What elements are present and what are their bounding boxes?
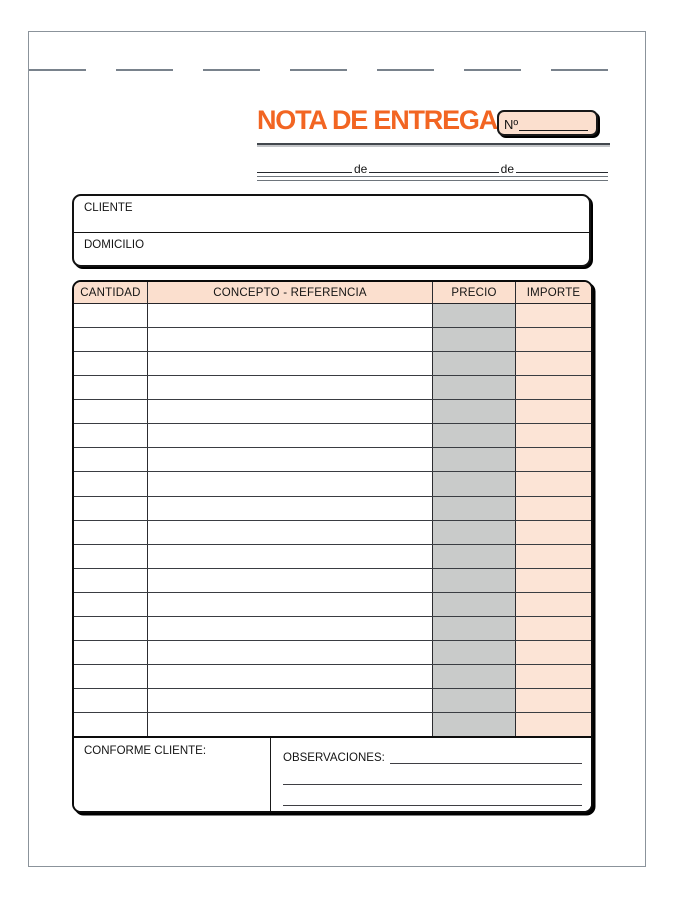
- observaciones-line-1[interactable]: [390, 753, 582, 764]
- table-row: [74, 665, 591, 689]
- cell-cantidad[interactable]: [74, 376, 148, 399]
- table-row: [74, 400, 591, 424]
- table-row: [74, 641, 591, 665]
- cell-precio[interactable]: [433, 497, 516, 520]
- observaciones-label: OBSERVACIONES:: [283, 751, 385, 764]
- table-row: [74, 617, 591, 641]
- cell-importe[interactable]: [516, 665, 591, 688]
- cell-concepto-referencia[interactable]: [148, 521, 433, 544]
- cell-importe[interactable]: [516, 617, 591, 640]
- cell-importe[interactable]: [516, 569, 591, 592]
- column-header-importe: IMPORTE: [526, 286, 581, 299]
- date-preposition-2: de: [500, 162, 514, 176]
- cell-precio[interactable]: [433, 617, 516, 640]
- observaciones-line-3[interactable]: [283, 803, 582, 806]
- cell-cantidad[interactable]: [74, 545, 148, 568]
- cell-importe[interactable]: [516, 400, 591, 423]
- table-row: [74, 352, 591, 376]
- table-row: [74, 713, 591, 736]
- cell-concepto-referencia[interactable]: [148, 448, 433, 471]
- cell-concepto-referencia[interactable]: [148, 617, 433, 640]
- table-row: [74, 593, 591, 617]
- date-month-blank[interactable]: [369, 162, 498, 173]
- cell-precio[interactable]: [433, 448, 516, 471]
- table-row: [74, 376, 591, 400]
- cell-precio[interactable]: [433, 376, 516, 399]
- cell-cantidad[interactable]: [74, 400, 148, 423]
- cell-cantidad[interactable]: [74, 713, 148, 736]
- cell-importe[interactable]: [516, 689, 591, 712]
- domicilio-label: DOMICILIO: [84, 239, 145, 251]
- cell-cantidad[interactable]: [74, 472, 148, 495]
- cell-cantidad[interactable]: [74, 352, 148, 375]
- cell-importe[interactable]: [516, 472, 591, 495]
- cell-importe[interactable]: [516, 641, 591, 664]
- cell-precio[interactable]: [433, 665, 516, 688]
- cell-cantidad[interactable]: [74, 497, 148, 520]
- cliente-label: CLIENTE: [84, 202, 133, 214]
- observaciones-area: [271, 738, 591, 811]
- cell-precio[interactable]: [433, 328, 516, 351]
- cell-concepto-referencia[interactable]: [148, 689, 433, 712]
- cell-precio[interactable]: [433, 545, 516, 568]
- cell-importe[interactable]: [516, 424, 591, 447]
- title-underline: [257, 143, 610, 145]
- cell-precio[interactable]: [433, 713, 516, 736]
- cell-precio[interactable]: [433, 424, 516, 447]
- table-row: [74, 424, 591, 448]
- cell-precio[interactable]: [433, 472, 516, 495]
- cell-importe[interactable]: [516, 376, 591, 399]
- cell-concepto-referencia[interactable]: [148, 376, 433, 399]
- table-header-row: [74, 282, 591, 304]
- numero-input-line[interactable]: [519, 118, 588, 131]
- cell-precio[interactable]: [433, 400, 516, 423]
- cell-cantidad[interactable]: [74, 593, 148, 616]
- cell-importe[interactable]: [516, 352, 591, 375]
- cell-precio[interactable]: [433, 521, 516, 544]
- cell-cantidad[interactable]: [74, 569, 148, 592]
- conforme-cliente-area[interactable]: [74, 738, 271, 811]
- table-row: [74, 472, 591, 496]
- cell-concepto-referencia[interactable]: [148, 569, 433, 592]
- cell-cantidad[interactable]: [74, 521, 148, 544]
- cell-cantidad[interactable]: [74, 665, 148, 688]
- observaciones-row: [283, 748, 582, 764]
- date-preposition-1: de: [354, 162, 368, 176]
- cell-precio[interactable]: [433, 641, 516, 664]
- column-header-precio: PRECIO: [433, 282, 516, 303]
- table-row: [74, 448, 591, 472]
- column-header-cantidad: CANTIDAD: [74, 282, 148, 303]
- cell-cantidad[interactable]: [74, 617, 148, 640]
- cell-precio[interactable]: [433, 569, 516, 592]
- cell-cantidad[interactable]: [74, 424, 148, 447]
- conforme-cliente-label: CONFORME CLIENTE:: [84, 745, 207, 757]
- cell-concepto-referencia[interactable]: [148, 641, 433, 664]
- cell-cantidad[interactable]: [74, 689, 148, 712]
- table-row: [74, 569, 591, 593]
- cell-cantidad[interactable]: [74, 304, 148, 327]
- cell-cantidad[interactable]: [74, 641, 148, 664]
- table-row: [74, 304, 591, 328]
- table-row: [74, 545, 591, 569]
- cell-concepto-referencia[interactable]: [148, 328, 433, 351]
- cell-concepto-referencia[interactable]: [148, 593, 433, 616]
- cell-precio[interactable]: [433, 304, 516, 327]
- cliente-field[interactable]: [74, 196, 589, 233]
- cell-importe[interactable]: [516, 448, 591, 471]
- client-box: [72, 194, 591, 267]
- cell-concepto-referencia[interactable]: [148, 665, 433, 688]
- table-row: [74, 689, 591, 713]
- date-double-rule: [257, 176, 608, 181]
- cell-cantidad[interactable]: [74, 328, 148, 351]
- perforation-dashes: [29, 69, 610, 71]
- cell-precio[interactable]: [433, 352, 516, 375]
- numero-label: Nº: [504, 117, 519, 132]
- cell-importe[interactable]: [516, 304, 591, 327]
- form-title: NOTA DE ENTREGA: [257, 105, 498, 135]
- cell-cantidad[interactable]: [74, 448, 148, 471]
- domicilio-field[interactable]: [74, 233, 589, 265]
- table-body: [74, 304, 591, 736]
- date-day-blank[interactable]: [257, 162, 352, 173]
- form-footer: [74, 736, 591, 811]
- cell-importe[interactable]: [516, 713, 591, 736]
- cell-concepto-referencia[interactable]: [148, 472, 433, 495]
- date-year-blank[interactable]: [516, 162, 608, 173]
- cell-concepto-referencia[interactable]: [148, 304, 433, 327]
- cell-importe[interactable]: [516, 545, 591, 568]
- items-table-box: [72, 280, 593, 813]
- cell-concepto-referencia[interactable]: [148, 424, 433, 447]
- numero-box[interactable]: [497, 110, 598, 136]
- cell-concepto-referencia[interactable]: [148, 545, 433, 568]
- date-row: [257, 158, 608, 176]
- table-row: [74, 497, 591, 521]
- column-header-concepto-referencia: CONCEPTO - REFERENCIA: [148, 282, 433, 303]
- table-row: [74, 521, 591, 545]
- cell-precio[interactable]: [433, 689, 516, 712]
- cell-importe[interactable]: [516, 593, 591, 616]
- cell-concepto-referencia[interactable]: [148, 713, 433, 736]
- observaciones-line-2[interactable]: [283, 782, 582, 785]
- cell-concepto-referencia[interactable]: [148, 352, 433, 375]
- cell-importe[interactable]: [516, 328, 591, 351]
- cell-precio[interactable]: [433, 593, 516, 616]
- cell-importe[interactable]: [516, 521, 591, 544]
- cell-concepto-referencia[interactable]: [148, 497, 433, 520]
- cell-concepto-referencia[interactable]: [148, 400, 433, 423]
- table-row: [74, 328, 591, 352]
- cell-importe[interactable]: [516, 497, 591, 520]
